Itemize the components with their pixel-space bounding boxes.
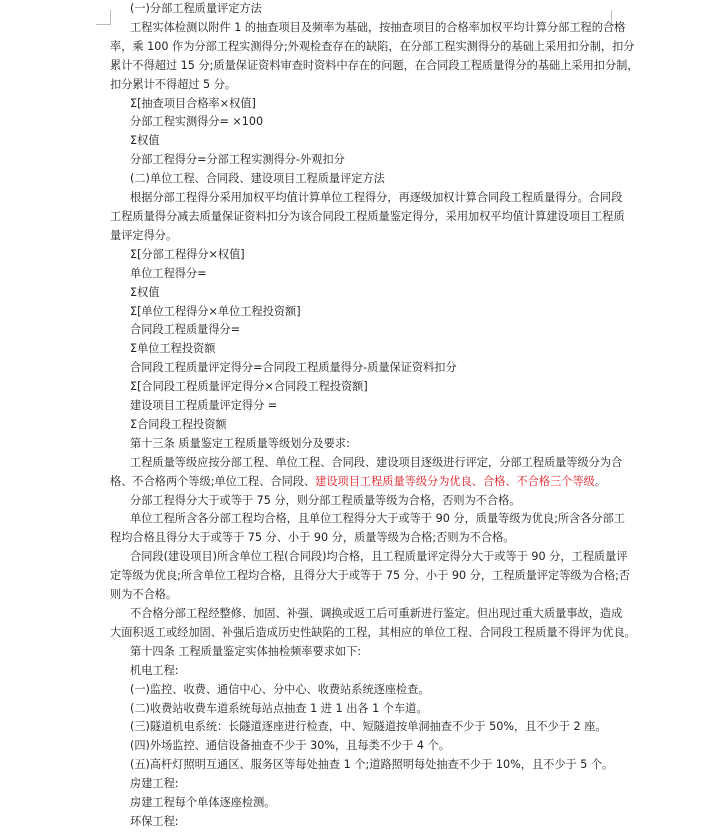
paragraph-line: 大面积返工或经加固、补强后造成历史性缺陷的工程，其相应的单位工程、合同段工程质量不得评为优良。 [110,625,636,639]
subsection-label: 机电工程: [130,663,179,677]
formula-numerator: Σ[分部工程得分×权值] [130,247,245,261]
text-run: 格、不合格两个等级;单位工程、合同段、 [110,474,316,488]
paragraph-line: 分部工程得分大于或等于 75 分，则分部工程质量等级为合格，否则为不合格。 [130,493,521,507]
formula-line: 单位工程得分= [130,266,207,280]
paragraph-line: 工程实体检测以附件 1 的抽查项目及频率为基础，按抽查项目的合格率加权平均计算分部工程的合格 [130,20,626,34]
paragraph-line: 量评定得分。 [110,228,178,242]
list-item: (五)高杆灯照明互通区、服务区等每处抽查 1 个;道路照明每处抽查不少于 10%，且不少于 5 个。 [130,758,614,772]
document-page [110,0,639,831]
formula-denominator: Σ单位工程投资额 [130,342,216,356]
margin-corner-mark-left [96,10,111,25]
paragraph-line: 扣分累计不得超过 5 分。 [110,77,237,91]
list-item: (一)监控、收费、通信中心、分中心、收费站系统逐座检查。 [130,682,430,696]
formula-line: 建设项目工程质量评定得分 = [130,399,278,413]
section-heading: (一)分部工程质量评定方法 [130,2,262,15]
formula-line: 合同段工程质量得分= [130,323,241,337]
formula-numerator: Σ[抽查项目合格率×权值] [130,96,256,110]
formula-numerator: Σ[单位工程得分×单位工程投资额] [130,304,301,318]
formula-denominator: Σ合同段工程投资额 [130,417,227,431]
paragraph-line: 程均合格且得分大于或等于 75 分、小于 90 分，质量等级为合格;否则为不合格。 [110,531,515,545]
paragraph-line: 率，乘 100 作为分部工程实测得分;外观检查存在的缺陷，在分部工程实测得分的基础上采用扣分制，扣分 [110,39,635,53]
article-heading: 第十三条 质量鉴定工程质量等级划分及要求: [130,436,350,450]
formula-line: 分部工程实测得分= ×100 [130,115,264,129]
formula-denominator: Σ权值 [130,285,160,299]
article-heading: 第十四条 工程质量鉴定实体抽检频率要求如下: [130,644,362,658]
highlighted-text: 建设项目工程质量等级分为优良、合格、不合格三个等级 [315,474,595,488]
paragraph-line: 合同段(建设项目)所含单位工程(合同段)均合格，且工程质量评定得分大于或等于 90 分，工程质量评 [130,550,628,564]
paragraph-line: 房建工程每个单体逐座检测。 [130,796,276,810]
paragraph-line [110,473,610,492]
list-item: (三)隧道机电系统：长隧道逐座进行检查，中、短隧道按单洞抽查不少于 50%，且不少于 2 座。 [130,720,607,734]
section-heading: (二)单位工程、合同段、建设项目工程质量评定方法 [130,172,385,186]
text-run: 。 [594,474,607,488]
paragraph-line: 累计不得超过 15 分;质量保证资料审查时资料中存在的问题，在合同段工程质量得分的基础上采用扣分制， [110,58,639,72]
subsection-label: 环保工程: [130,814,179,828]
formula-line: 分部工程得分=分部工程实测得分-外观扣分 [130,153,345,167]
subsection-label: 房建工程: [130,777,179,791]
paragraph-line: 工程质量得分减去质量保证资料扣分为该合同段工程质量鉴定得分，采用加权平均值计算建设项目工程质 [110,209,625,223]
formula-numerator: Σ[合同段工程质量评定得分×合同段工程投资额] [130,380,368,394]
formula-denominator: Σ权值 [130,134,160,148]
list-item: (四)外场监控、通信设备抽查不少于 30%，且每类不少于 4 个。 [130,739,450,753]
formula-line: 合同段工程质量评定得分=合同段工程质量得分-质量保证资料扣分 [130,361,457,375]
paragraph-line: 单位工程所含各分部工程均合格，且单位工程得分大于或等于 90 分，质量等级为优良;所含各分部工 [130,512,625,526]
paragraph-line: 工程质量等级应按分部工程、单位工程、合同段、建设项目逐级进行评定，分部工程质量等级分为合 [130,455,623,469]
paragraph-line: 不合格分部工程经整修、加固、补强、调换或返工后可重新进行鉴定。但出现过重大质量事故，造成 [130,607,623,620]
list-item: (二)收费站收费车道系统每站点抽查 1 进 1 出各 1 个车道。 [130,701,428,715]
paragraph-line: 根据分部工程得分采用加权平均值计算单位工程得分，再逐级加权计算合同段工程质量得分。合同段 [130,191,623,205]
paragraph-line: 则为不合格。 [110,588,178,602]
paragraph-line: 定等级为优良;所含单位工程均合格，且得分大于或等于 75 分、小于 90 分，工程质量评定等级为合格;否 [110,569,631,583]
